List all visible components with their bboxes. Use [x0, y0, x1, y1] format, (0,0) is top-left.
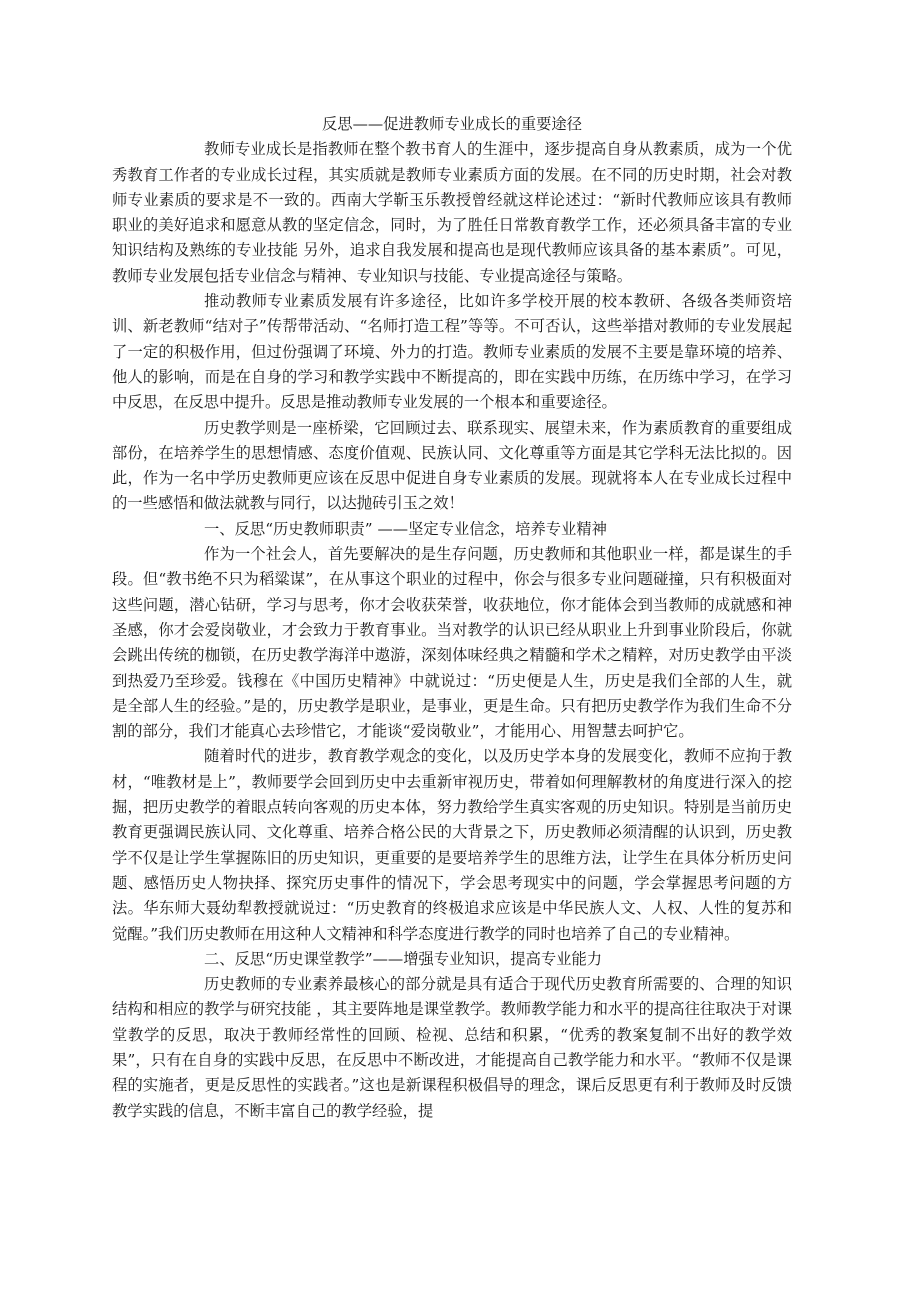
- section-heading-2: 二、反思“历史课堂教学”——增强专业知识，提高专业能力: [204, 949, 603, 968]
- paragraph: 推动教师专业素质发展有许多途径，比如许多学校开展的校本教研、各级各类师资培训、新老教师“结对子”传帮带活动、“名师打造工程”等等。不可否认，这些举措对教师的专业发展起了一定的积极作用，但过份强调了环境、外力的打造。教师专业素质的发展不主要是靠环境的培养、他人的影响，而是在自身的学习和教学实践中不断提高的，即在实践中历练，在历练中学习，在学习中反思，在反思中提升。反思是推动教师专业发展的一个根本和重要途径。: [112, 292, 792, 412]
- paragraph: 历史教师的专业素养最核心的部分就是具有适合于现代历史教育所需要的、合理的知识结构和相应的教学与研究技能 ，其主要阵地是课堂教学。教师教学能力和水平的提高往往取决于对课堂教学的反思，取决于教师经常性的回顾、检视、总结和积累，“优秀的教案复制不出好的教学效果”，只有在自身的实践中反思，在反思中不断改进，才能提高自己教学能力和水平。“教师不仅是课程的实施者，更是反思性的实践者。”这也是新课程积极倡导的理念，课后反思更有利于教师及时反馈教学实践的信息，不断丰富自己的教学经验，提: [112, 975, 792, 1120]
- document-page: [112, 112, 792, 1124]
- paragraph: 历史教学则是一座桥梁，它回顾过去、联系现实、展望未来，作为素质教育的重要组成部份，在培养学生的思想情感、态度价值观、民族认同、文化尊重等方面是其它学科无法比拟的。因此，作为一名中学历史教师更应该在反思中促进自身专业素质的发展。现就将本人在专业成长过程中的一些感悟和做法就教与同行，以达抛砖引玉之效！: [112, 418, 792, 513]
- paragraph: 教师专业成长是指教师在整个教书育人的生涯中，逐步提高自身从教素质，成为一个优秀教育工作者的专业成长过程，其实质就是教师专业素质方面的发展。在不同的历史时期，社会对教师专业素质的要求是不一致的。西南大学靳玉乐教授曾经就这样论述过：“新时代教师应该具有教师职业的美好追求和愿意从教的坚定信念，同时，为了胜任日常教育教学工作，还必须具备丰富的专业知识结构及熟练的专业技能 另外，追求自我发展和提高也是现代教师应该具备的基本素质”。可见，教师专业发展包括专业信念与精神、专业知识与技能、专业提高途径与策略。: [112, 140, 792, 285]
- paragraph: 随着时代的进步，教育教学观念的变化，以及历史学本身的发展变化，教师不应拘于教材，“唯教材是上”，教师要学会回到历史中去重新审视历史，带着如何理解教材的角度进行深入的挖掘，把历史教学的着眼点转向客观的历史本体，努力教给学生真实客观的历史知识。特别是当前历史教育更强调民族认同、文化尊重、培养合格公民的大背景之下，历史教师必须清醒的认识到，历史教学不仅是让学生掌握陈旧的历史知识，更重要的是要培养学生的思维方法，让学生在具体分析历史问题、感悟历史人物抉择、探究历史事件的情况下，学会思考现实中的问题，学会掌握思考问题的方法。华东师大聂幼犁教授就说过：“历史教育的终极追求应该是中华民族人文、人权、人性的复苏和觉醒。”我们历史教师在用这种人文精神和科学态度进行教学的同时也培养了自己的专业精神。: [112, 747, 792, 943]
- document-title: 反思——促进教师专业成长的重要途径: [321, 115, 583, 133]
- section-heading-1: 一、反思“历史教师职责” ——坚定专业信念，培养专业精神: [204, 519, 607, 538]
- paragraph: 作为一个社会人，首先要解决的是生存问题，历史教师和其他职业一样，都是谋生的手段。但“教书绝不只为稻粱谋”，在从事这个职业的过程中，你会与很多专业问题碰撞，只有积极面对这些问题，潜心钻研，学习与思考，你才会收获荣誉，收获地位，你才能体会到当教师的成就感和神圣感，你才会爱岗敬业，才会致力于教育事业。当对教学的认识已经从职业上升到事业阶段后，你就会跳出传统的枷锁，在历史教学海洋中遨游，深刻体味经典之精髓和学术之精粹，对历史教学由平淡到热爱乃至珍爱。钱穆在《中国历史精神》中就说过：“历史便是人生，历史是我们全部的人生，就是全部人生的经验。”是的，历史教学是职业，是事业，更是生命。只有把历史教学作为我们生命不分割的部分，我们才能真心去珍惜它，才能谈“爱岗敬业”，才能用心、用智慧去呵护它。: [112, 545, 792, 741]
